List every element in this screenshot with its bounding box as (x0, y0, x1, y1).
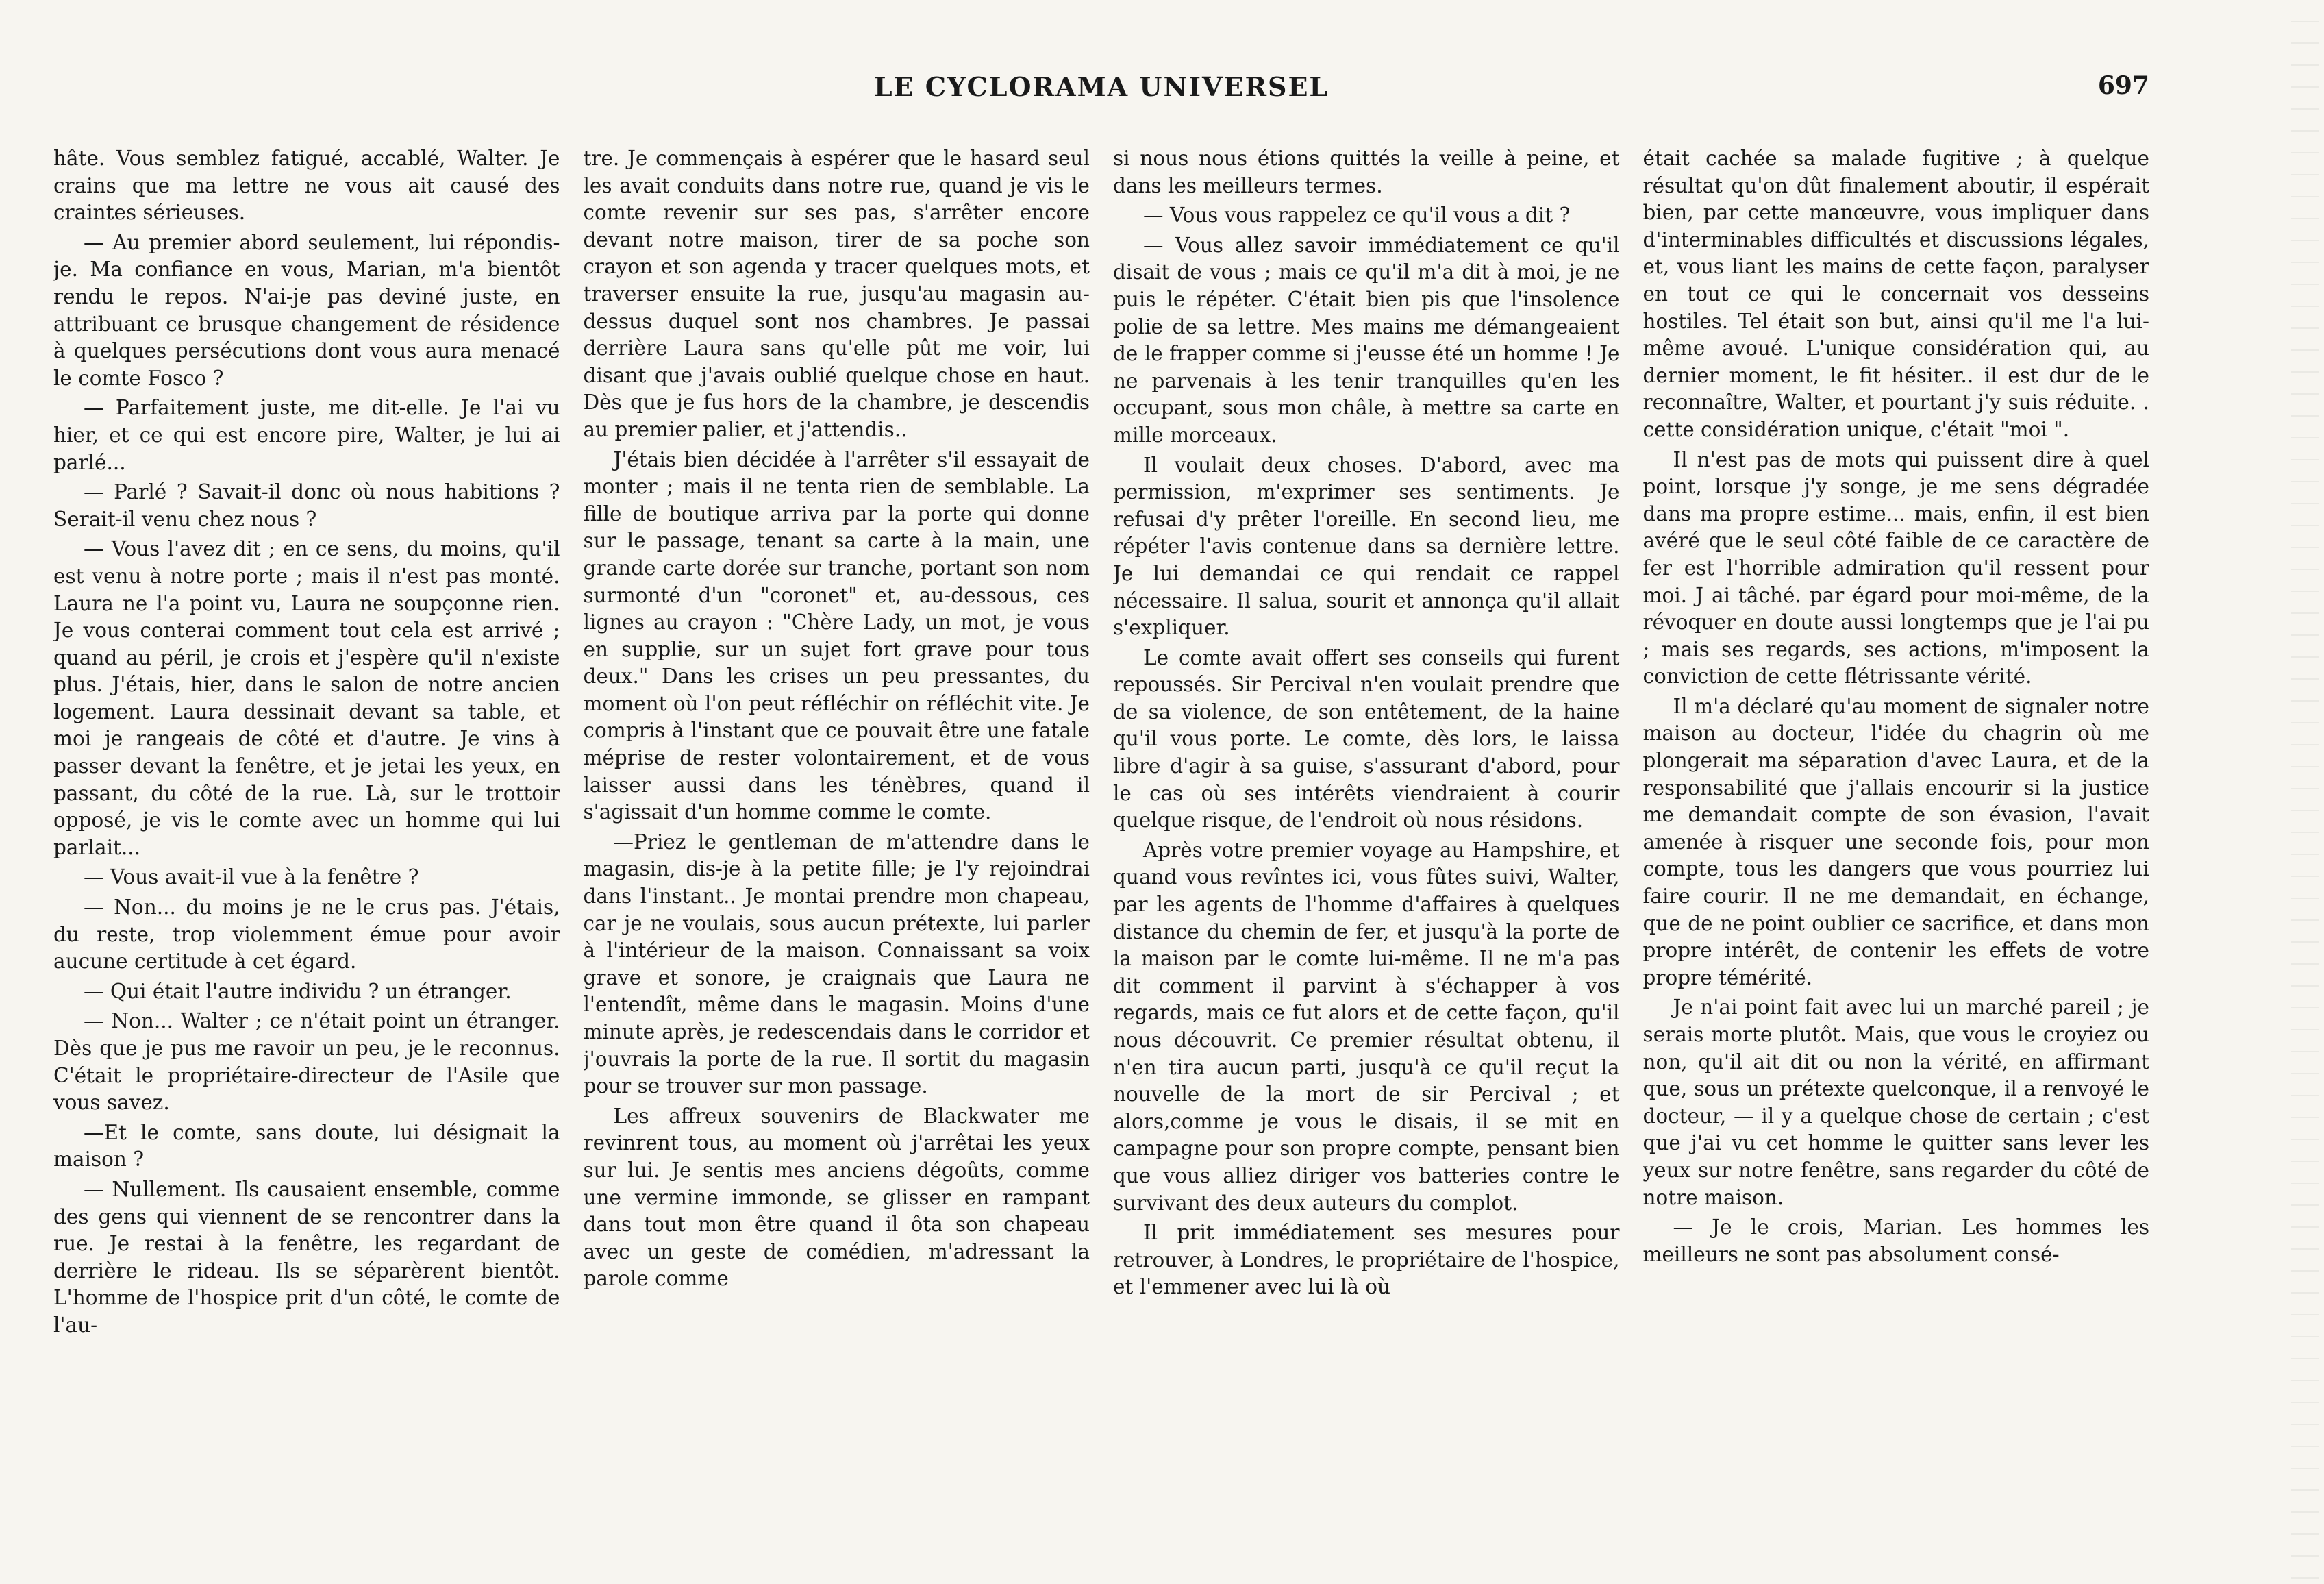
paragraph: Le comte avait offert ses conseils qui furent repoussés. Sir Percival n'en voulait prendre que de sa violence, de son entêtement, de la haine qu'il vous porte. Le comte, dès lors, le laissa libre d'agir à sa guise, s'assurant d'abord, pour le cas où ses intérêts viendraient à courir quelque risque, de l'endroit où nous résidons. (1113, 645, 1620, 832)
paragraph: Je n'ai point fait avec lui un marché pareil ; je serais morte plutôt. Mais, que vous le croyiez ou non, qu'il ait dit ou non la vérité, en affirmant que, sous un prétexte quelconque, il a renvoyé le docteur, — il y a quelque chose de certain ; c'est que j'ai vu cet homme le quitter sans lever les yeux sur notre fenêtre, sans regarder du côté de notre maison. (1642, 995, 2149, 1209)
paragraph: Il n'est pas de mots qui puissent dire à quel point, lorsque j'y songe, je me sens dégradée dans ma propre estime... mais, enfin, il est bien avéré que le seul côté faible de ce caractère de fer est l'horrible admiration qu'il ressent pour moi. J ai tâché. par égard pour moi-même, de la révoquer en doute aussi longtemps que je l'ai pu ; mais ses regards, ses actions, m'imposent la conviction de cette flétrissante vérité. (1642, 447, 2149, 689)
paragraph: — Je le crois, Marian. Les hommes les meilleurs ne sont pas absolument consé- (1642, 1215, 2149, 1266)
page-header (53, 67, 2149, 115)
paragraph: était cachée sa malade fugitive ; à quelque résultat qu'on dût finalement aboutir, il espérait bien, par cette manœuvre, vous impliquer dans d'interminables difficultés et discussions légales, et, vous liant les mains de cette façon, paralyser en tout ce qui le concernait vos desseins hostiles. Tel était son but, ainsi qu'il me l'a lui-même avoué. L'unique considération qui, au dernier moment, le fit hésiter.. il est dur de le reconnaître, Walter, et pourtant j'y suis réduite. . cette considération unique, c'était "moi ". (1642, 147, 2149, 441)
paragraph: — Parlé ? Savait-il donc où nous habitions ? Serait-il venu chez nous ? (53, 480, 560, 531)
paragraph: Après votre premier voyage au Hampshire, et quand vous revîntes ici, vous fûtes suivi, Walter, par les agents de l'homme d'affaires à quelques distance du chemin de fer, et jusqu'à la porte de la maison par le comte lui-même. Il ne m'a pas dit comment il parvint à s'échapper à vos regards, mais ce fut alors et de cette façon, qu'il nous découvrit. Ce premier résultat obtenu, il n'en tira aucun parti, jusqu'à ce qu'il reçut la nouvelle de la mort de sir Percival ; et alors,comme je vous le disais, il se mit en campagne pour son propre compte, pensant bien que vous alliez diriger vos batteries contre le survivant des deux auteurs du complot. (1113, 838, 1620, 1215)
paragraph: — Au premier abord seulement, lui répondis-je. Ma confiance en vous, Marian, m'a bientôt rendu le repos. N'ai-je pas deviné juste, en attribuant ce brusque changement de résidence à quelques persécutions dont vous aura menacé le comte Fosco ? (53, 230, 560, 390)
paragraph: — Non... Walter ; ce n'était point un étranger. Dès que je pus me ravoir un peu, je le reconnus. C'était le propriétaire-directeur de l'Asile que vous savez. (53, 1009, 560, 1115)
column-2 (584, 145, 1090, 1543)
paragraph: — Vous avait-il vue à la fenêtre ? (84, 865, 419, 889)
paragraph: — Nullement. Ils causaient ensemble, comme des gens qui viennent de se rencontrer dans la rue. Je restai à la fenêtre, les regardant de derrière le rideau. Ils se séparèrent bientôt. L'homme de l'hospice prit d'un côté, le comte de l'au- (53, 1177, 560, 1337)
paragraph: si nous nous étions quittés la veille à peine, et dans les meilleurs termes. (1113, 147, 1620, 197)
scan-edge (2291, 0, 2319, 1584)
paragraph: —Et le comte, sans doute, lui désignait la maison ? (53, 1120, 560, 1172)
paragraph: Les affreux souvenirs de Blackwater me revinrent tous, au moment où j'arrêtai les yeux sur lui. Je sentis mes anciens dégoûts, comme une vermine immonde, se glisser en rampant dans tout mon être quand il ôta son chapeau avec un geste de comédien, m'adressant la parole comme (583, 1104, 1090, 1291)
text-columns (53, 145, 2149, 1543)
paragraph: — Vous vous rappelez ce qu'il vous a dit ? (1143, 203, 1571, 227)
paragraph: tre. Je commençais à espérer que le hasard seul les avait conduits dans notre rue, quand je vis le comte revenir sur ses pas, s'arrêter encore devant notre maison, tirer de sa poche son crayon et son agenda y tracer quelques mots, et traverser ensuite la rue, jusqu'au magasin au-dessus duquel sont nos chambres. Je passai derrière Laura sans qu'elle pût me voir, lui disant que j'avais oublié quelque chose en haut. Dès que je fus hors de la chambre, je descendis au premier palier, et j'attendis.. (583, 147, 1090, 441)
paragraph: — Non... du moins je ne le crus pas. J'étais, du reste, trop violemment émue pour avoir aucune certitude à cet égard. (53, 895, 560, 974)
paragraph: — Vous l'avez dit ; en ce sens, du moins, qu'il est venu à notre porte ; mais il n'est pas monté. Laura ne l'a point vu, Laura ne soupçonne rien. Je vous conterai comment tout cela est arrivé ; quand au péril, je crois et j'espère qu'il n'existe plus. J'étais, hier, dans le salon de notre ancien logement. Laura dessinait devant sa table, et moi je rangeais de côté et d'autre. Je vins à passer devant la fenêtre, et je jetai les yeux, en passant, du côté de la rue. Là, sur le trottoir opposé, je vis le comte avec un homme qui lui parlait... (53, 537, 560, 859)
header-rule (53, 110, 2149, 112)
paragraph: — Vous allez savoir immédiatement ce qu'il disait de vous ; mais ce qu'il m'a dit à moi, je ne puis le répéter. C'était bien pis que l'insolence polie de sa lettre. Mes mains me démangeaient de le frapper comme si j'eusse été un homme ! Je ne parvenais à les tenir tranquilles qu'en les occupant, sous mon châle, à mettre sa carte en mille morceaux. (1113, 233, 1620, 447)
paragraph: J'étais bien décidée à l'arrêter s'il essayait de monter ; mais il ne tenta rien de semblable. La fille de boutique arriva par la porte qui donne sur le passage, tenant sa carte à la main, une grande carte dorée sur tranche, portant son nom surmonté d'un "coronet" et, au-dessous, ces lignes au crayon : "Chère Lady, un mot, je vous en supplie, sur un sujet fort grave pour tous deux." Dans les crises un peu pressantes, du moment où l'on peut réfléchir on réfléchit vite. Je compris à l'instant que ce pouvait être une fatale méprise de rester volontairement, et de vous laisser aussi dans les ténèbres, quand il s'agissait d'un homme comme le comte. (583, 447, 1090, 824)
paragraph: Il voulait deux choses. D'abord, avec ma permission, m'exprimer ses sentiments. Je refusai d'y prêter l'oreille. En second lieu, me répéter l'avis contenue dans sa dernière lettre. Je lui demandai ce qui rendait ce rappel nécessaire. Il salua, sourit et annonça qu'il allait s'expliquer. (1113, 453, 1620, 640)
paragraph: hâte. Vous semblez fatigué, accablé, Walter. Je crains que ma lettre ne vous ait causé des craintes sérieuses. (53, 147, 560, 225)
paragraph: Il prit immédiatement ses mesures pour retrouver, à Londres, le propriétaire de l'hospice, et l'emmener avec lui là où (1113, 1221, 1620, 1299)
paragraph: Il m'a déclaré qu'au moment de signaler notre maison au docteur, l'idée du chagrin où me plongerait ma séparation d'avec Laura, et de la responsabilité que j'allais encourir si la justice me demandait compte de son évasion, l'avait amenée à risquer une seconde fois, pour mon compte, tous les dangers que vous pourriez lui faire courir. Il ne me demandait, en échange, que de ne point oublier ce sacrifice, et dans mon propre intérêt, de contenir les effets de votre propre témérité. (1642, 694, 2149, 989)
running-title: LE CYCLORAMA UNIVERSEL (873, 71, 1329, 102)
paragraph: — Qui était l'autre individu ? un étranger. (84, 979, 512, 1003)
column-3 (1113, 145, 1620, 1543)
paragraph: —Priez le gentleman de m'attendre dans le magasin, dis-je à la petite fille; je l'y rejoindrai dans l'instant.. Je montai prendre mon chapeau, car je ne voulais, sous aucun prétexte, lui parler à l'intérieur de la maison. Connaissant sa voix grave et sonore, je craignais que Laura ne l'entendît, même dans le magasin. Moins d'une minute après, je redescendais dans le corridor et j'ouvrais la porte de la rue. Il sortit du magasin pour se trouver sur mon passage. (583, 830, 1090, 1098)
column-1 (53, 145, 560, 1543)
paragraph: — Parfaitement juste, me dit-elle. Je l'ai vu hier, et ce qui est encore pire, Walter, je lui ai parlé... (53, 396, 560, 474)
column-4 (1643, 145, 2150, 1543)
page-number: 697 (2097, 71, 2149, 100)
